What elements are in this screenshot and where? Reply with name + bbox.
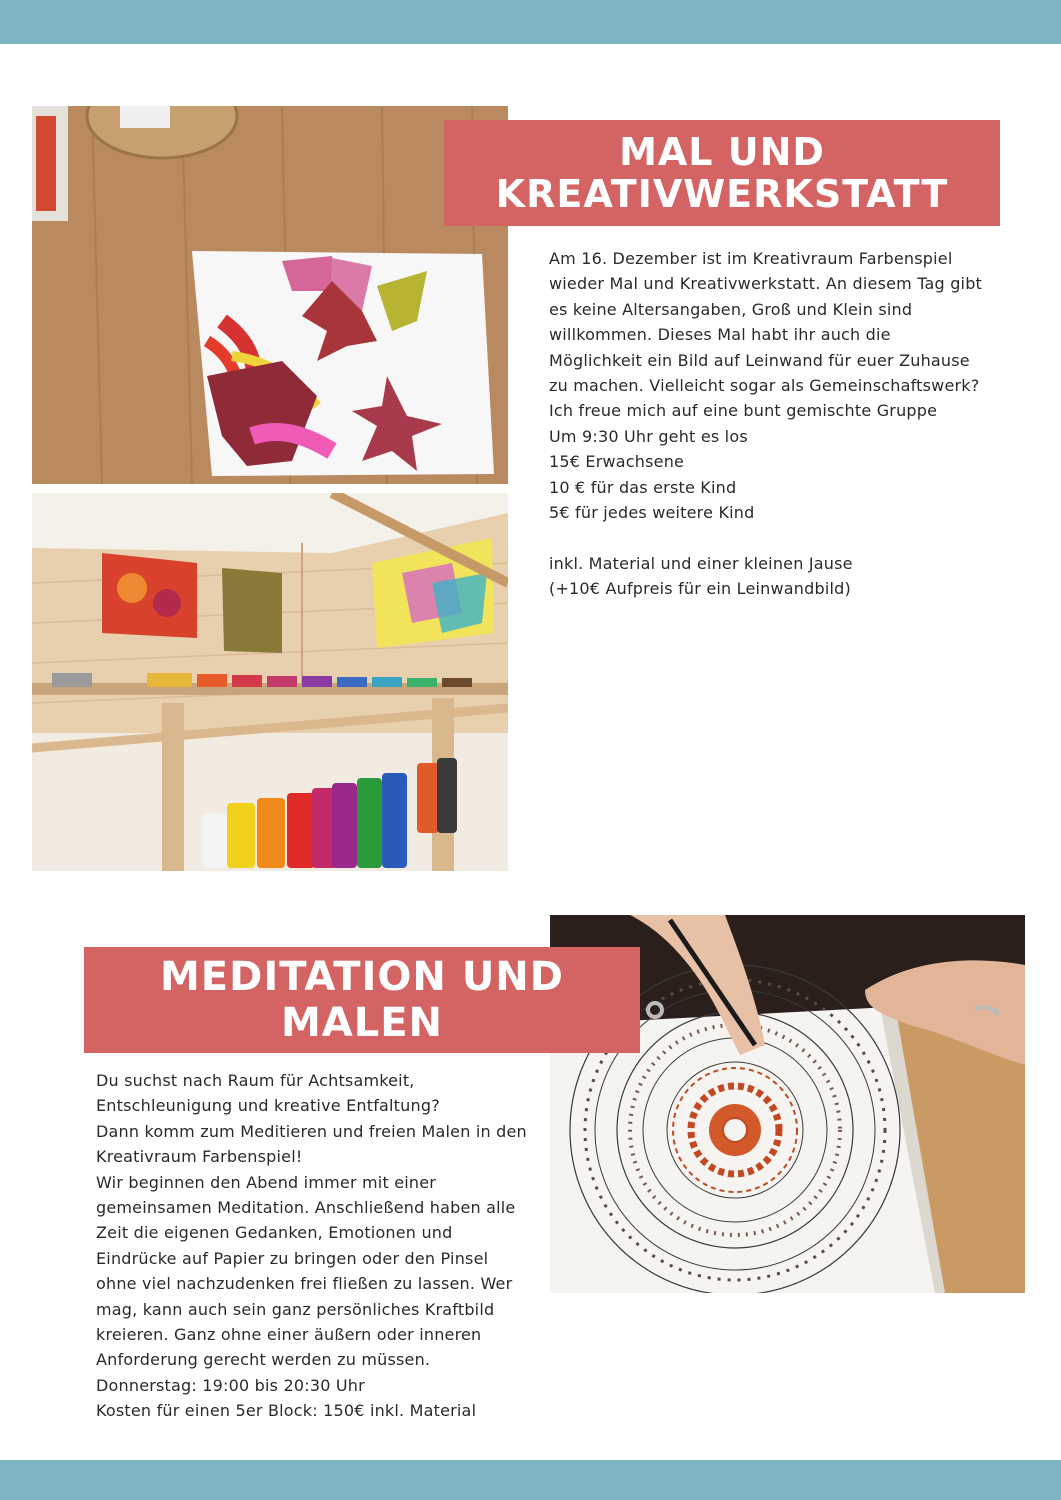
meditation-description [96, 1068, 536, 1424]
top-band [0, 0, 1061, 44]
workshop-description [549, 246, 989, 602]
included-note: inkl. Material und einer kleinen Jause [549, 553, 853, 573]
text-line: Wir beginnen den Abend immer mit einer [96, 1172, 437, 1192]
leaves-collage-photo [32, 106, 508, 484]
text-line: gemeinsamen Meditation. Anschließend haben alle [96, 1198, 516, 1218]
text-line: Ich freue mich auf eine bunt gemischte Gruppe [549, 401, 938, 421]
bottom-band [0, 1460, 1061, 1500]
canvas-surcharge-note: (+10€ Aufpreis für ein Leinwandbild) [549, 579, 851, 599]
text-line: kreieren. Ganz ohne einer äußern oder inneren [96, 1325, 482, 1345]
painting-studio-photo [32, 493, 508, 871]
text-line: es keine Altersangaben, Groß und Klein sind [549, 299, 913, 319]
price-first-child: 10 € für das erste Kind [549, 477, 737, 497]
text-line: mag, kann auch sein ganz persönliches Kraftbild [96, 1299, 495, 1319]
workshop-title-line-1: MAL UND [619, 130, 825, 174]
text-line: wieder Mal und Kreativwerkstatt. An diesem Tag gibt [549, 274, 983, 294]
text-line: Zeit die eigenen Gedanken, Emotionen und [96, 1223, 453, 1243]
price-additional-child: 5€ für jedes weitere Kind [549, 503, 755, 523]
meditation-title: MEDITATION UND MALEN [84, 947, 640, 1053]
text-line: Dann komm zum Meditieren und freien Malen in den [96, 1121, 527, 1141]
text-line: Entschleunigung und kreative Entfaltung? [96, 1096, 440, 1116]
workshop-title [444, 120, 1000, 226]
text-line: ohne viel nachzudenken frei fließen zu lassen. Wer [96, 1274, 513, 1294]
start-time: Um 9:30 Uhr geht es los [549, 426, 748, 446]
text-line: zu machen. Vielleicht sogar als Gemeinschaftswerk? [549, 376, 980, 396]
text-line: Möglichkeit ein Bild auf Leinwand für euer Zuhause [549, 350, 970, 370]
text-line: Anforderung gerecht werden zu müssen. [96, 1350, 431, 1370]
text-line: Du suchst nach Raum für Achtsamkeit, [96, 1071, 415, 1090]
text-line: Kreativraum Farbenspiel! [96, 1147, 303, 1167]
cost-line: Kosten für einen 5er Block: 150€ inkl. Material [96, 1401, 477, 1421]
text-line: Eindrücke auf Papier zu bringen oder den Pinsel [96, 1248, 489, 1268]
text-line: willkommen. Dieses Mal habt ihr auch die [549, 325, 891, 345]
text-line: Am 16. Dezember ist im Kreativraum Farbenspiel [549, 249, 953, 268]
workshop-title-line-2: KREATIVWERKSTATT [495, 172, 949, 216]
price-adults: 15€ Erwachsene [549, 452, 685, 472]
schedule-line: Donnerstag: 19:00 bis 20:30 Uhr [96, 1375, 365, 1395]
